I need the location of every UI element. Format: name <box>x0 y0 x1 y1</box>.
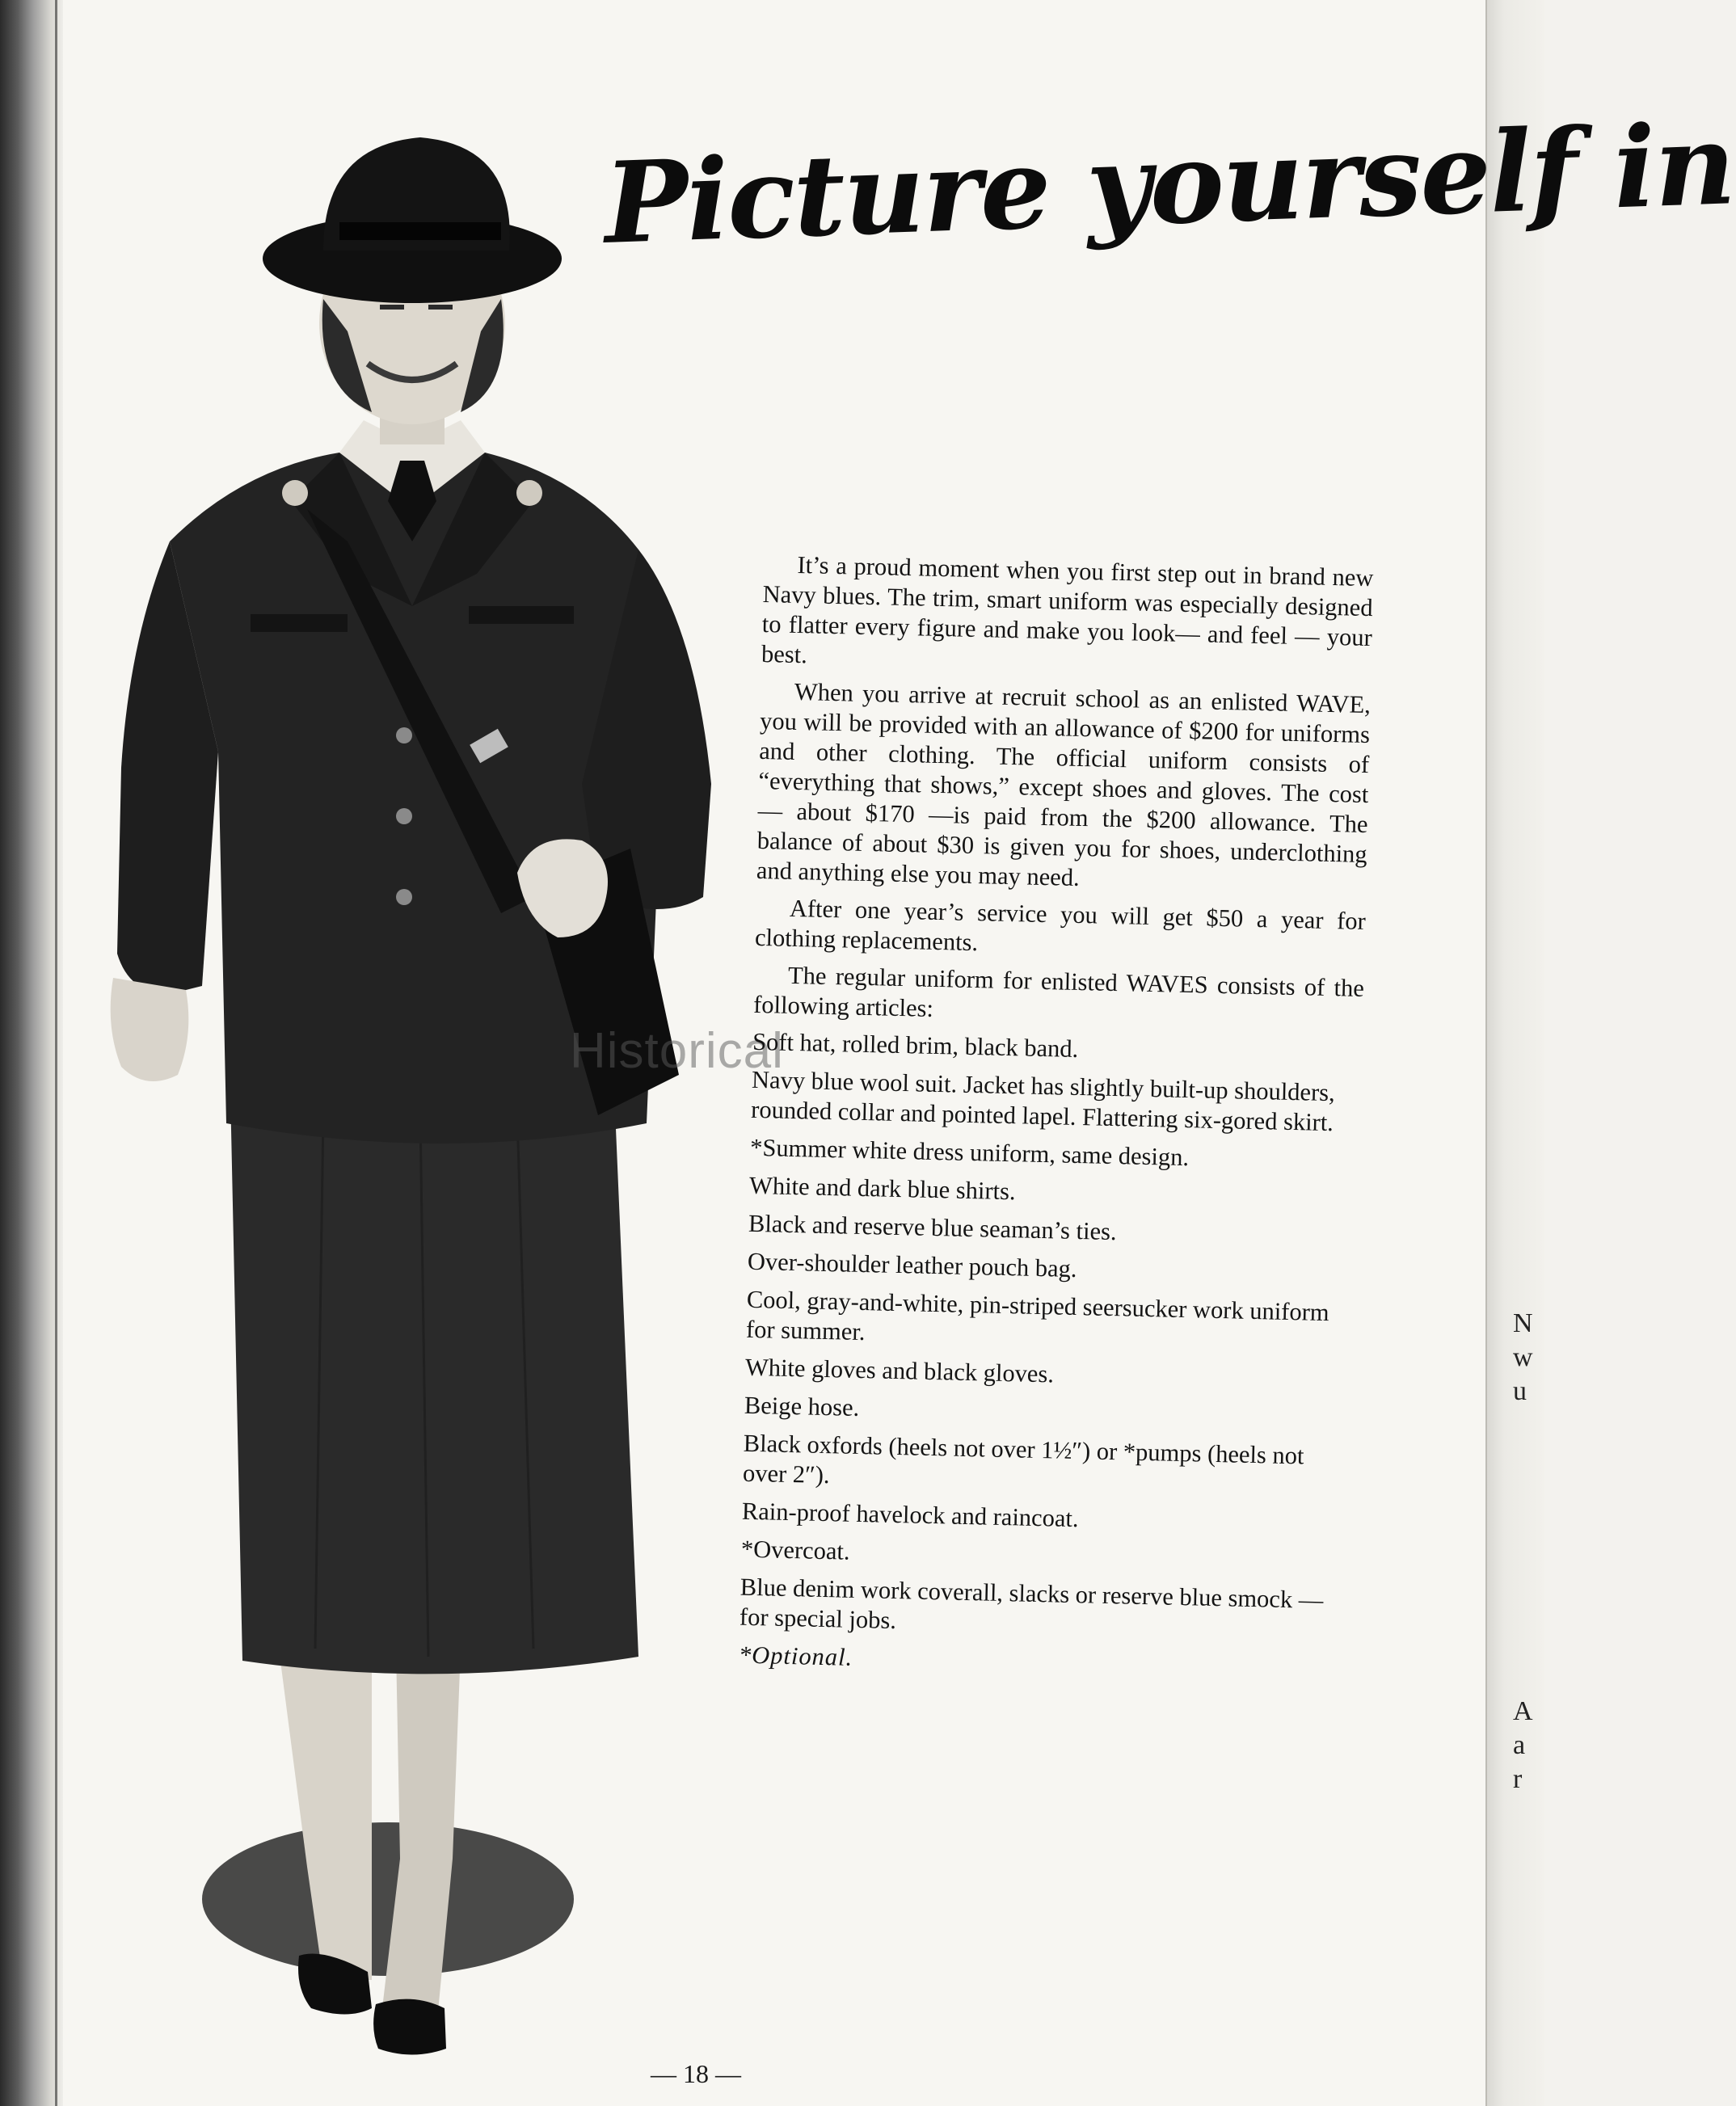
next-page-fragment: a <box>1513 1730 1526 1760</box>
optional-footnote: *Optional. <box>738 1641 853 1671</box>
uniform-item: Blue denim work coverall, slacks or reserve blue smock — for special jobs. <box>739 1573 1324 1635</box>
article-body <box>738 550 1373 1692</box>
next-page-fragment: A <box>1513 1696 1533 1726</box>
uniform-item: Beige hose. <box>744 1391 860 1422</box>
intro-paragraph: It’s a proud moment when you first step out in brand new Navy blues. The trim, smart uniform was especially designed to flatter every figure and make you look— and feel — your best. <box>761 550 1374 669</box>
binding-edge <box>55 0 57 2106</box>
headline <box>602 98 1736 347</box>
uniform-list-intro: The regular uniform for enlisted WAVES consists of the following articles: <box>752 961 1365 1022</box>
replacement-paragraph: After one year’s service you will get $50 a year for clothing replacements. <box>754 894 1367 957</box>
uniform-item: Black oxfords (heels not over 1½″) or *pumps (heels not over 2″). <box>742 1429 1304 1489</box>
uniform-item: Over-shoulder leather pouch bag. <box>747 1247 1077 1283</box>
collar-insignia <box>516 480 542 506</box>
left-hand <box>111 978 189 1081</box>
uniform-item: *Overcoat. <box>740 1535 850 1565</box>
wave-uniform-photo <box>81 121 792 2053</box>
next-page-fragment: w <box>1513 1342 1533 1372</box>
uniform-item: *Summer white dress uniform, same design. <box>749 1133 1190 1172</box>
ground-shadow <box>202 1822 574 1976</box>
uniform-item: White and dark blue shirts. <box>748 1171 1016 1206</box>
uniform-item: White gloves and black gloves. <box>744 1353 1055 1388</box>
collar-insignia <box>282 480 308 506</box>
watermark: Historical <box>570 1023 784 1079</box>
next-page-fragment: r <box>1513 1764 1523 1794</box>
uniform-item: Navy blue wool suit. Jacket has slightly built-up shoulders, rounded collar and pointed lapel. Flattering six-gored skirt. <box>750 1065 1336 1137</box>
next-page-fragment: N <box>1513 1308 1533 1338</box>
book-binding-shadow <box>0 0 63 2106</box>
uniform-item: Cool, gray-and-white, pin-striped seersucker work uniform for summer. <box>745 1285 1329 1346</box>
uniform-item: Rain-proof havelock and raincoat. <box>741 1497 1079 1533</box>
next-page-fragment: u <box>1513 1376 1527 1406</box>
skirt <box>230 1091 638 1674</box>
uniform-item: Black and reserve blue seaman’s ties. <box>748 1209 1117 1246</box>
adjacent-page-edge <box>1485 0 1544 2106</box>
right-shoe <box>373 1999 446 2055</box>
headline-text: Picture yourself in <box>602 98 1736 269</box>
allowance-paragraph: When you arrive at recruit school as an enlisted WAVE, you will be provided with an allowance of $200 for uniforms and other clothing. The official uniform consists of “everything that shows,” except shoes and gloves. The cost — about $170 —is paid from the $200 allowance. The balance of about $30 is given you for shoes, underclothing and anything else you may need. <box>756 677 1372 891</box>
page-number: — 18 — <box>651 2059 741 2088</box>
uniform-item: Soft hat, rolled brim, black band. <box>752 1027 1079 1063</box>
